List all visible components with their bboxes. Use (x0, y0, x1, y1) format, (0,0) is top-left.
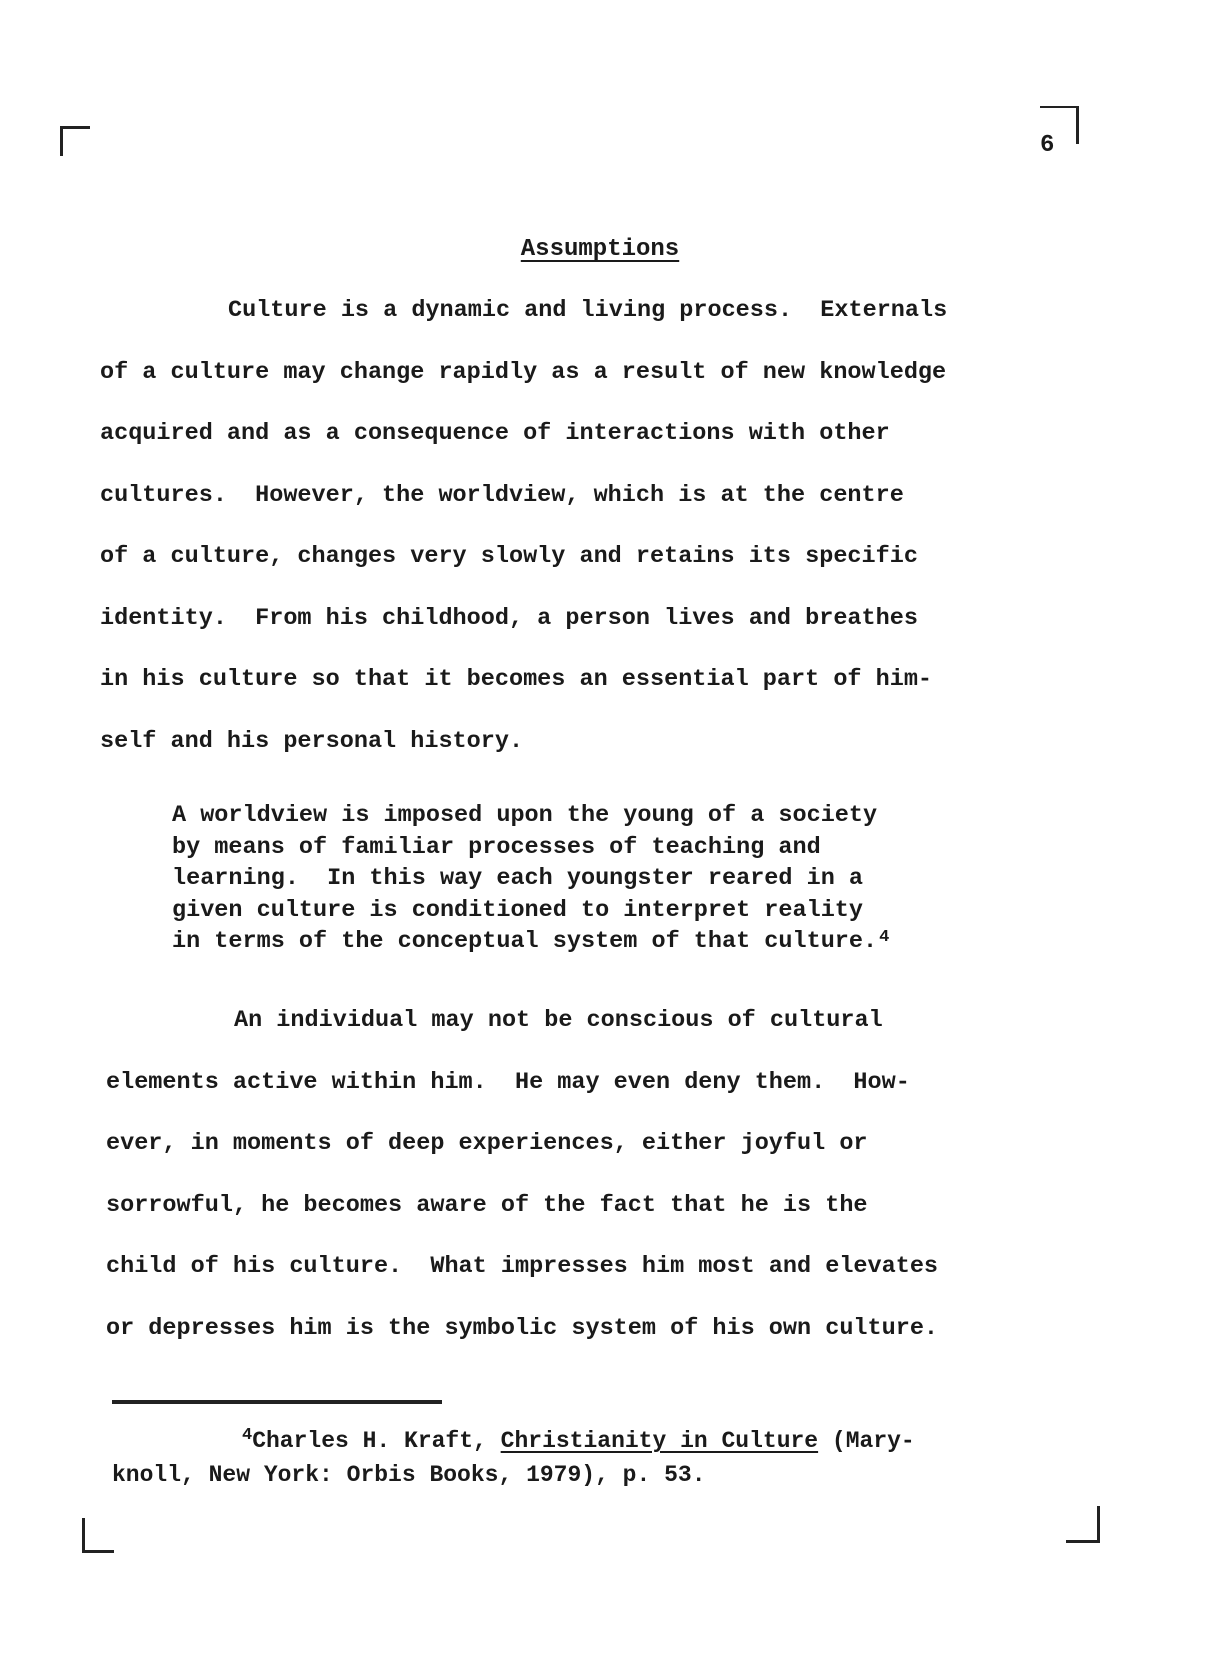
footnote-reference: 4 (879, 928, 890, 947)
paragraph-line: or depresses him is the symbolic system of his own culture. (106, 1314, 939, 1342)
crop-mark-bottom-left (82, 1518, 85, 1553)
paragraph-line: cultures. However, the worldview, which is at the centre (100, 481, 904, 509)
section-title: Assumptions (520, 236, 680, 263)
footnote-number: 4 (242, 1426, 253, 1445)
paragraph-line: acquired and as a consequence of interactions with other (100, 420, 890, 447)
quote-line: by means of familiar processes of teaching and (172, 833, 821, 861)
paragraph-line: in his culture so that it becomes an essential part of him- (100, 666, 933, 693)
paragraph-line: elements active within him. He may even deny them. How- (106, 1068, 910, 1096)
crop-mark-bottom-left (82, 1550, 114, 1553)
paragraph-line: identity. From his childhood, a person lives and breathes (100, 604, 918, 632)
paragraph-line: child of his culture. What impresses him most and elevates (106, 1253, 939, 1280)
paragraph-individual (106, 990, 1096, 1359)
crop-mark-top-left (60, 126, 63, 156)
page-number: 6 (1040, 132, 1055, 159)
crop-mark-top-right (1076, 106, 1079, 144)
footnote-line: knoll, New York: Orbis Books, 1979), p. 53. (112, 1462, 706, 1488)
quote-line: in terms of the conceptual system of that culture. (172, 928, 878, 955)
footnote (112, 1424, 1072, 1492)
paragraph-line: An individual may not be conscious of cultural (234, 1007, 883, 1034)
block-quote (172, 800, 1022, 958)
paragraph-line: of a culture, changes very slowly and retains its specific (100, 543, 918, 570)
paragraph-line: Culture is a dynamic and living process. Externals (228, 297, 948, 324)
paragraph-line: of a culture may change rapidly as a result of new knowledge (100, 358, 947, 386)
footnote-divider (112, 1400, 442, 1404)
quote-line: given culture is conditioned to interpret reality (172, 896, 864, 924)
footnote-line (112, 1424, 1072, 1458)
crop-mark-bottom-right (1066, 1540, 1100, 1543)
crop-mark-top-left (60, 126, 90, 129)
paragraph-line: self and his personal history. (100, 727, 524, 755)
quote-line: A worldview is imposed upon the young of a society (172, 802, 878, 829)
crop-mark-top-right (1040, 106, 1076, 108)
paragraph-line: ever, in moments of deep experiences, either joyful or (106, 1130, 868, 1157)
footnote-book-title: Christianity in Culture (500, 1428, 819, 1454)
crop-mark-bottom-right (1097, 1506, 1100, 1543)
paragraph-line: sorrowful, he becomes aware of the fact that he is the (106, 1191, 868, 1219)
quote-line-last (172, 926, 1022, 958)
quote-line: learning. In this way each youngster reared in a (172, 865, 864, 892)
footnote-author: Charles H. Kraft, (252, 1428, 501, 1454)
paragraph-culture (100, 280, 1090, 772)
footnote-line1-tail: (Mary- (818, 1428, 915, 1454)
